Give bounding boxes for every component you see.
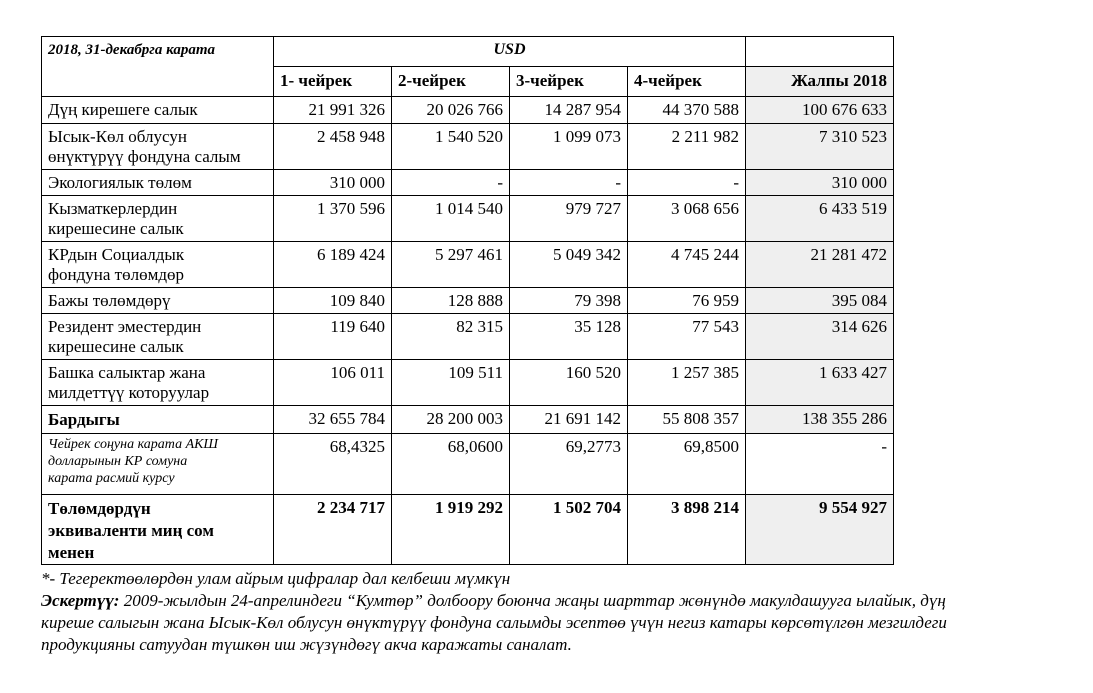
row-total: 100 676 633 — [746, 97, 894, 124]
quarter-value: 119 640 — [274, 314, 392, 360]
table-row — [42, 288, 894, 314]
quarter-value: 2 458 948 — [274, 124, 392, 170]
row-label-line: кирешесине салык — [48, 219, 184, 238]
total-header-blank — [746, 37, 894, 67]
row-label-line: долларынын КР сомуна — [48, 454, 188, 469]
row-total: 6 433 519 — [746, 196, 894, 242]
som-equivalent-value: 1 502 704 — [510, 495, 628, 565]
sum-value: 32 655 784 — [274, 406, 392, 434]
row-total: 310 000 — [746, 170, 894, 196]
remark-line-1 — [41, 590, 1081, 612]
quarter-header-1: 1- чейрек — [274, 67, 392, 97]
quarter-value: - — [628, 170, 746, 196]
total-header: Жалпы 2018 — [746, 67, 894, 97]
row-label-line: КРдын Социалдык — [48, 245, 185, 264]
header-row-currency — [42, 37, 894, 67]
quarter-value: 160 520 — [510, 360, 628, 406]
quarter-value: 1 540 520 — [392, 124, 510, 170]
quarter-value: 21 991 326 — [274, 97, 392, 124]
table-row — [42, 360, 894, 406]
sum-row — [42, 406, 894, 434]
quarter-value: 1 014 540 — [392, 196, 510, 242]
som-equivalent-total: 9 554 927 — [746, 495, 894, 565]
quarter-header-4: 4-чейрек — [628, 67, 746, 97]
row-label — [42, 97, 274, 124]
row-label — [42, 170, 274, 196]
row-label-line: Дүң кирешеге салык — [48, 100, 198, 119]
quarter-value: 3 068 656 — [628, 196, 746, 242]
row-label-line: менен — [48, 543, 95, 562]
quarter-header-2: 2-чейрек — [392, 67, 510, 97]
row-label-line: кирешесине салык — [48, 337, 184, 356]
row-label-line: Кызматкерлердин — [48, 199, 178, 218]
row-label-line: карата расмий курсу — [48, 471, 175, 486]
row-label-line: Экологиялык төлөм — [48, 173, 192, 192]
table-row — [42, 97, 894, 124]
row-label — [42, 314, 274, 360]
exchange-rate-value: 68,4325 — [274, 434, 392, 495]
row-total: 21 281 472 — [746, 242, 894, 288]
exchange-rate-label — [42, 434, 274, 495]
row-total: 395 084 — [746, 288, 894, 314]
quarter-value: 109 840 — [274, 288, 392, 314]
row-label-line: Төлөмдөрдүн — [48, 499, 151, 518]
tax-payments-table — [41, 36, 894, 565]
row-total: 7 310 523 — [746, 124, 894, 170]
som-equivalent-value: 3 898 214 — [628, 495, 746, 565]
row-label — [42, 124, 274, 170]
remark-text-1: 2009-жылдын 24-апрелиндеги “Кумтөр” долбоору боюнча жаңы шарттар жөнүндө макулдашууга ылайык, дүң — [119, 591, 946, 610]
som-equivalent-row — [42, 495, 894, 565]
date-header: 2018, 31-декабрга карата — [42, 37, 274, 97]
quarter-value: 310 000 — [274, 170, 392, 196]
som-equivalent-value: 1 919 292 — [392, 495, 510, 565]
quarter-value: 77 543 — [628, 314, 746, 360]
quarter-value: 1 099 073 — [510, 124, 628, 170]
row-label-line: Чейрек соңуна карата АКШ — [48, 437, 219, 452]
quarter-value: 76 959 — [628, 288, 746, 314]
row-label — [42, 242, 274, 288]
quarter-value: - — [510, 170, 628, 196]
quarter-value: 1 257 385 — [628, 360, 746, 406]
exchange-rate-value: 69,8500 — [628, 434, 746, 495]
tax-payments-table-container — [41, 36, 894, 565]
exchange-rate-value: 68,0600 — [392, 434, 510, 495]
currency-header: USD — [274, 37, 746, 67]
quarter-value: 79 398 — [510, 288, 628, 314]
exchange-rate-value: 69,2773 — [510, 434, 628, 495]
row-label-line: Бажы төлөмдөрү — [48, 291, 171, 310]
row-label — [42, 196, 274, 242]
quarter-value: 5 297 461 — [392, 242, 510, 288]
quarter-value: 128 888 — [392, 288, 510, 314]
quarter-value: 2 211 982 — [628, 124, 746, 170]
row-label — [42, 288, 274, 314]
sum-value: 55 808 357 — [628, 406, 746, 434]
notes-block — [41, 568, 1081, 656]
remark-label: Эскертүү: — [41, 591, 120, 610]
row-label-line: эквиваленти миң сом — [48, 521, 214, 540]
quarter-value: 14 287 954 — [510, 97, 628, 124]
quarter-value: 4 745 244 — [628, 242, 746, 288]
sum-value: 28 200 003 — [392, 406, 510, 434]
quarter-value: 44 370 588 — [628, 97, 746, 124]
quarter-value: 109 511 — [392, 360, 510, 406]
som-equivalent-label — [42, 495, 274, 565]
table-row — [42, 170, 894, 196]
remark-line-2: киреше салыгын жана Ысык-Көл облусун өнүктүрүү фондуна салымды эсептөө үчүн негиз катары көрсөтүлгөн мезгилдеги — [41, 613, 947, 632]
row-total: 314 626 — [746, 314, 894, 360]
sum-value: 21 691 142 — [510, 406, 628, 434]
row-label-line: Ысык-Көл облусун — [48, 127, 187, 146]
quarter-value: 6 189 424 — [274, 242, 392, 288]
quarter-value: 979 727 — [510, 196, 628, 242]
table-row — [42, 242, 894, 288]
table-row — [42, 124, 894, 170]
sum-total: 138 355 286 — [746, 406, 894, 434]
row-label-line: Резидент эместердин — [48, 317, 202, 336]
row-label-line: өнүктүрүү фондуна салым — [48, 147, 241, 166]
remark-line-3: продукцияны сатуудан түшкөн иш жүзүндөгү акча каражаты саналат. — [41, 635, 572, 654]
quarter-value: 5 049 342 — [510, 242, 628, 288]
quarter-value: - — [392, 170, 510, 196]
exchange-rate-row — [42, 434, 894, 495]
quarter-value: 20 026 766 — [392, 97, 510, 124]
row-label-line: милдеттүү которуулар — [48, 383, 210, 402]
row-label-line: Башка салыктар жана — [48, 363, 206, 382]
footnote: *- Тегеректөөлөрдөн улам айрым цифралар дал келбеши мүмкүн — [41, 569, 511, 588]
table-row — [42, 196, 894, 242]
som-equivalent-value: 2 234 717 — [274, 495, 392, 565]
quarter-value: 82 315 — [392, 314, 510, 360]
row-label-line: фондуна төлөмдөр — [48, 265, 184, 284]
quarter-value: 106 011 — [274, 360, 392, 406]
table-row — [42, 314, 894, 360]
quarter-value: 1 370 596 — [274, 196, 392, 242]
quarter-header-3: 3-чейрек — [510, 67, 628, 97]
row-total: 1 633 427 — [746, 360, 894, 406]
row-label — [42, 360, 274, 406]
sum-row-label: Бардыгы — [42, 406, 274, 434]
quarter-value: 35 128 — [510, 314, 628, 360]
exchange-rate-total: - — [746, 434, 894, 495]
